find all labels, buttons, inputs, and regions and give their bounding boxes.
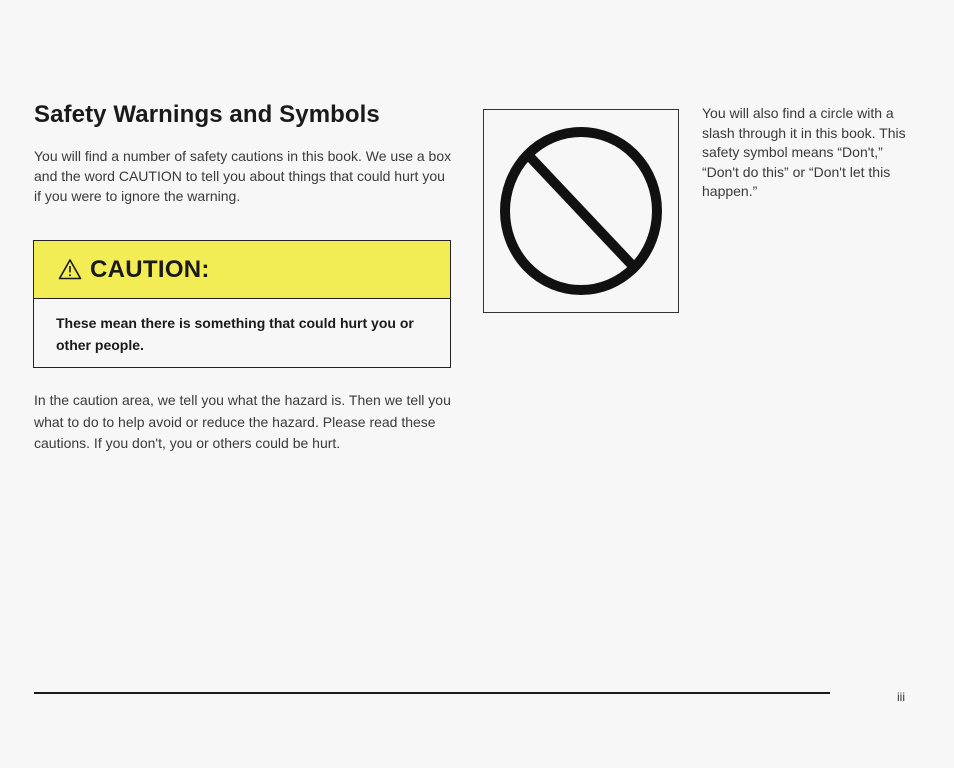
warning-triangle-icon [58,258,82,280]
caution-label: CAUTION: [90,256,210,283]
caution-explanation-paragraph: In the caution area, we tell you what the hazard is. Then we tell you what to do to help avoid or reduce the hazard. Please read these cautions. If you don't, you or others could be hurt. [34,392,451,451]
intro-paragraph: You will find a number of safety cautions in this book. We use a box and the word CAUTION to tell you about things that could hurt you if you were to ignore the warning. [34,148,452,204]
caution-body-text: These mean there is something that could hurt you or other people. [56,315,414,353]
page-number: iii [897,690,905,704]
caution-header [34,241,450,299]
page-title: Safety Warnings and Symbols [34,101,380,128]
prohibition-circle-icon [497,124,665,298]
caution-box [33,240,451,368]
symbol-frame [483,109,679,313]
symbol-description-paragraph: You will also find a circle with a slash through it in this book. This safety symbol means “Don't,” “Don't do this” or “Don't let this happen.” [702,105,906,199]
footer-rule [34,692,830,694]
